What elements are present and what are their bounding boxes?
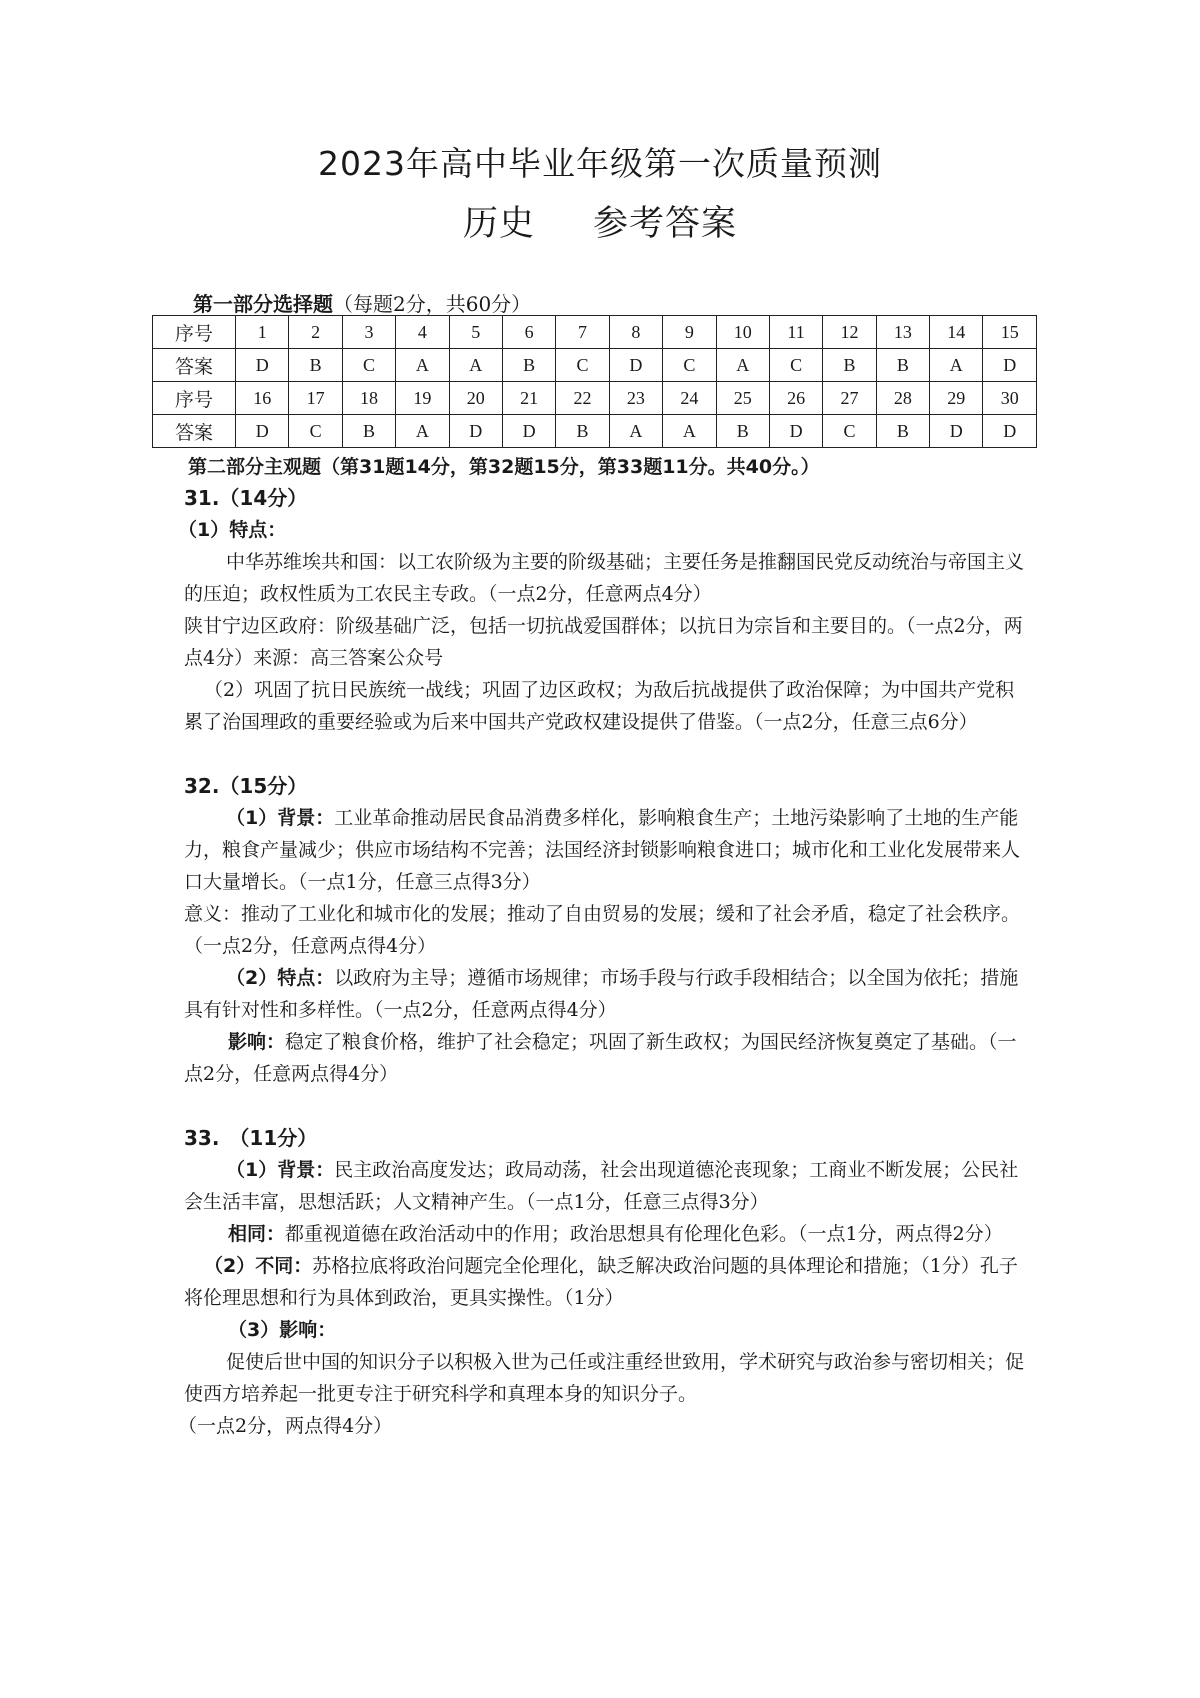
number-cell: 20 xyxy=(449,382,502,415)
q31-part1-shaanganning: 陕甘宁边区政府：阶级基础广泛，包括一切抗战爱国群体；以抗日为宗旨和主要目的。（一点2分，两点4分）来源：高三答案公众号 xyxy=(184,615,1023,669)
answer-cell: D xyxy=(236,349,289,382)
number-cell: 17 xyxy=(289,382,342,415)
table-row xyxy=(153,316,1037,349)
answer-cell: D xyxy=(609,349,662,382)
number-cell: 24 xyxy=(663,382,716,415)
answer-content xyxy=(178,482,1029,1442)
answer-cell: B xyxy=(502,349,555,382)
answer-cell: C xyxy=(556,349,609,382)
answer-key-label: 参考答案 xyxy=(593,204,738,244)
answer-cell: B xyxy=(823,349,876,382)
number-cell: 23 xyxy=(609,382,662,415)
table-row xyxy=(153,382,1037,415)
number-cell: 4 xyxy=(396,316,449,349)
number-cell: 5 xyxy=(449,316,502,349)
answer-table xyxy=(152,315,1037,448)
number-cell: 30 xyxy=(983,382,1037,415)
number-cell: 28 xyxy=(876,382,929,415)
q33-part3-impact: 促使后世中国的知识分子以积极入世为己任或注重经世致用，学术研究与政治参与密切相关；促使西方培养起一批更专注于研究科学和真理本身的知识分子。 xyxy=(184,1351,1025,1405)
answer-cell: C xyxy=(823,415,876,448)
number-cell: 3 xyxy=(342,316,395,349)
number-row-label: 序号 xyxy=(153,382,236,415)
number-cell: 12 xyxy=(823,316,876,349)
answer-cell: B xyxy=(342,415,395,448)
number-cell: 21 xyxy=(502,382,555,415)
part1-note: （每题2分，共60分） xyxy=(333,292,532,316)
q32-part2-impact: 影响：稳定了粮食价格，维护了社会稳定；巩固了新生政权；为国民经济恢复奠定了基础。（一点2分，任意两点得4分） xyxy=(184,1031,1017,1085)
number-cell: 29 xyxy=(930,382,983,415)
q32-part2-features: （2）特点：以政府为主导；遵循市场规律；市场手段与行政手段相结合；以全国为依托；措施具有针对性和多样性。（一点2分，任意两点得4分） xyxy=(184,967,1019,1021)
q31-heading: 31.（14分） xyxy=(184,486,308,510)
answer-cell: D xyxy=(769,415,822,448)
answer-cell: D xyxy=(236,415,289,448)
q33-part1-background: （1）背景：民主政治高度发达；政局动荡，社会出现道德沦丧现象；工商业不断发展；公民社会生活丰富，思想活跃；人文精神产生。（一点1分，任意三点得3分） xyxy=(184,1159,1019,1213)
number-cell: 27 xyxy=(823,382,876,415)
answer-cell: B xyxy=(876,415,929,448)
number-cell: 10 xyxy=(716,316,769,349)
answer-cell: D xyxy=(983,415,1037,448)
q31-part2: （2）巩固了抗日民族统一战线；巩固了边区政权；为敌后抗战提供了政治保障；为中国共产党积累了治国理政的重要经验或为后来中国共产党政权建设提供了借鉴。（一点2分，任意三点6分） xyxy=(184,679,1015,733)
answer-row-label: 答案 xyxy=(153,415,236,448)
number-cell: 8 xyxy=(609,316,662,349)
q32-part1-meaning: 意义：推动了工业化和城市化的发展；推动了自由贸易的发展；缓和了社会矛盾，稳定了社会秩序。（一点2分，任意两点得4分） xyxy=(184,903,1021,957)
answer-cell: C xyxy=(289,415,342,448)
number-cell: 25 xyxy=(716,382,769,415)
answer-cell: B xyxy=(289,349,342,382)
q33-part3-score: （一点2分，两点得4分） xyxy=(178,1415,393,1437)
q31-part1-label: （1）特点： xyxy=(178,519,287,541)
number-cell: 1 xyxy=(236,316,289,349)
number-cell: 22 xyxy=(556,382,609,415)
answer-cell: C xyxy=(663,349,716,382)
answer-cell: C xyxy=(342,349,395,382)
number-row-label: 序号 xyxy=(153,316,236,349)
number-cell: 15 xyxy=(983,316,1037,349)
answer-cell: B xyxy=(716,415,769,448)
q32-part1-background: （1）背景：工业革命推动居民食品消费多样化，影响粮食生产；土地污染影响了土地的生产能力，粮食产量减少；供应市场结构不完善；法国经济封锁影响粮食进口；城市化和工业化发展带来人口大量增长。（一点1分，任意三点得3分） xyxy=(184,807,1021,893)
answer-cell: C xyxy=(769,349,822,382)
answer-cell: D xyxy=(930,415,983,448)
q32-heading: 32.（15分） xyxy=(184,774,308,798)
q31-part1-soviet: 中华苏维埃共和国：以工农阶级为主要的阶级基础；主要任务是推翻国民党反动统治与帝国主义的压迫；政权性质为工农民主专政。（一点2分，任意两点4分） xyxy=(184,551,1025,605)
answer-row-label: 答案 xyxy=(153,349,236,382)
page-subtitle xyxy=(0,196,1200,246)
part1-heading: 第一部分选择题（每题2分，共60分） xyxy=(193,292,532,316)
number-cell: 7 xyxy=(556,316,609,349)
number-cell: 16 xyxy=(236,382,289,415)
number-cell: 26 xyxy=(769,382,822,415)
answer-cell: A xyxy=(609,415,662,448)
number-cell: 6 xyxy=(502,316,555,349)
number-cell: 11 xyxy=(769,316,822,349)
page-title: 2023年高中毕业年级第一次质量预测 xyxy=(318,144,882,183)
q33-similarity: 相同：都重视道德在政治活动中的作用；政治思想具有伦理化色彩。（一点1分，两点得2分） xyxy=(228,1223,1003,1245)
answer-cell: B xyxy=(876,349,929,382)
answer-cell: A xyxy=(930,349,983,382)
number-cell: 2 xyxy=(289,316,342,349)
subject-label: 历史 xyxy=(462,204,535,244)
answer-cell: A xyxy=(396,349,449,382)
answer-cell: A xyxy=(396,415,449,448)
q33-part3-label: （3）影响： xyxy=(228,1319,337,1341)
table-row xyxy=(153,349,1037,382)
answer-cell: D xyxy=(502,415,555,448)
answer-cell: A xyxy=(716,349,769,382)
q33-heading: 33. （11分） xyxy=(184,1126,318,1150)
answer-cell: B xyxy=(556,415,609,448)
number-cell: 9 xyxy=(663,316,716,349)
answer-cell: A xyxy=(663,415,716,448)
table-row xyxy=(153,415,1037,448)
number-cell: 14 xyxy=(930,316,983,349)
answer-cell: D xyxy=(983,349,1037,382)
answer-cell: A xyxy=(449,349,502,382)
part2-heading: 第二部分主观题（第31题14分，第32题15分，第33题11分。共40分。） xyxy=(188,456,820,478)
answer-cell: D xyxy=(449,415,502,448)
number-cell: 19 xyxy=(396,382,449,415)
number-cell: 18 xyxy=(342,382,395,415)
number-cell: 13 xyxy=(876,316,929,349)
q33-part2-difference: （2）不同：苏格拉底将政治问题完全伦理化，缺乏解决政治问题的具体理论和措施；（1分）孔子将伦理思想和行为具体到政治，更具实操性。（1分） xyxy=(184,1255,1018,1309)
